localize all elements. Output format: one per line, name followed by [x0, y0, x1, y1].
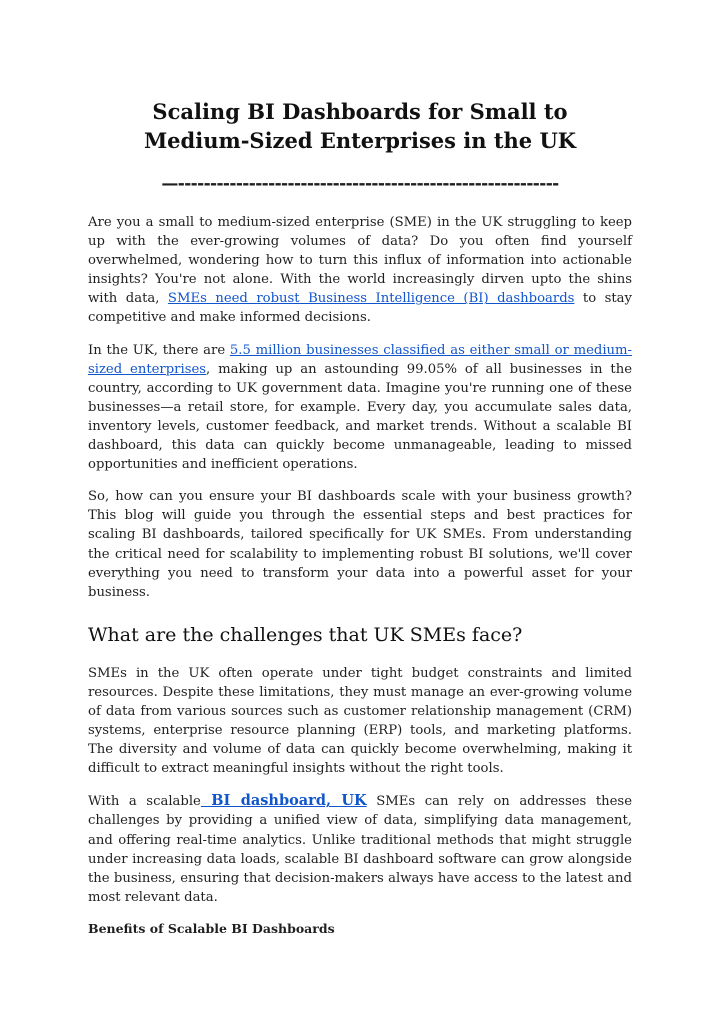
- intro-paragraph: [88, 213, 632, 328]
- stats-text-1: In the UK, there are: [88, 342, 230, 358]
- uk-businesses-link[interactable]: 5.5 million businesses classified as either small or medium-sized enterprises: [88, 342, 632, 377]
- uk-statistics-paragraph: [88, 341, 632, 475]
- scalable-text-1: With a scalable: [88, 794, 201, 810]
- challenges-heading: What are the challenges that UK SMEs face?: [88, 623, 523, 646]
- scalable-text-2: SMEs can rely on addresses these challenges by providing a unified view of data, simplifying data management, and offering real-time analytics. Unlike traditional methods that might struggle under increasing data loads, scalable BI dashboard software can grow alongside the business, ensuring that decision-makers always have access to the latest and most relevant data.: [88, 794, 633, 905]
- stats-text-2: , making up an astounding 99.05% of all businesses in the country, according to UK government data. Imagine you're running one of these businesses—a retail store, for example. Every day, you accumulate sales data, inventory levels, customer feedback, and market trends. Without a scalable BI dashboard, this data can quickly become unmanageable, leading to missed opportunities and inefficient operations.: [88, 361, 632, 473]
- separator-line: —-----------------------------------------------------------: [161, 174, 559, 194]
- title-line-1: Scaling BI Dashboards for Small to: [152, 99, 568, 124]
- intro-text-1: Are you a small to medium-sized enterprise (SME) in the UK struggling to keep up with the ever-growing volumes of data? Do you often find yourself overwhelmed, wondering how to turn this influx of information into actionable insights? You're not alone. With the world increasingly dirven upto the shins with data,: [88, 215, 632, 307]
- title-line-2: Medium-Sized Enterprises in the UK: [143, 128, 577, 153]
- benefits-heading: Benefits of Scalable BI Dashboards: [88, 920, 335, 936]
- intro-text-2: to stay competitive and make informed decisions.: [88, 291, 632, 326]
- document-title: [88, 97, 632, 155]
- smes-need-bi-link[interactable]: SMEs need robust Business Intelligence (BI) dashboards: [167, 291, 575, 307]
- bi-dashboard-uk-link[interactable]: BI dashboard, UK: [200, 792, 367, 810]
- guide-paragraph: So, how can you ensure your BI dashboards scale with your business growth? This blog will guide you through the essential steps and best practices for scaling BI dashboards, tailored specifically for UK SMEs. From understanding the critical need for scalability to implementing robust BI solutions, we'll cover everything you need to transform your data into a powerful asset for your business.: [88, 489, 632, 600]
- scalable-dashboard-paragraph: [88, 791, 632, 907]
- challenges-paragraph: SMEs in the UK often operate under tight budget constraints and limited resources. Despite these limitations, they must manage an ever-growing volume of data from various sources such as customer relationship management (CRM) systems, enterprise resource planning (ERP) tools, and marketing platforms. The diversity and volume of data can quickly become overwhelming, making it difficult to extract meaningful insights without the right tools.: [88, 665, 632, 777]
